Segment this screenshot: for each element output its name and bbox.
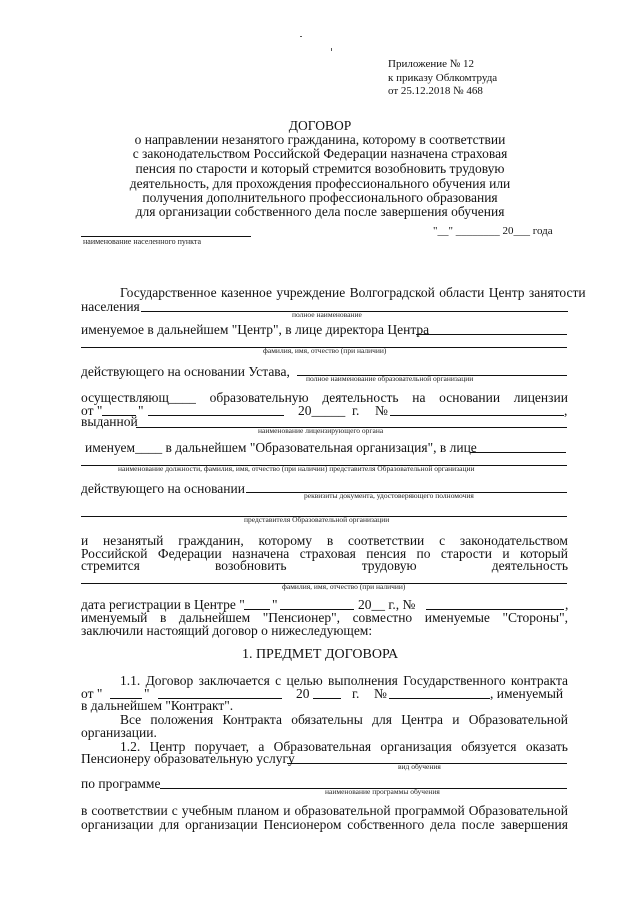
- word: назначена: [232, 546, 290, 561]
- body-text: 20: [296, 686, 310, 701]
- word: лицензии: [513, 390, 568, 405]
- word: Все: [120, 712, 142, 727]
- word: 1.1.: [120, 673, 141, 688]
- word: для: [159, 817, 180, 832]
- body-text: Пенсионеру образовательную услугу: [81, 751, 295, 766]
- word: в: [159, 610, 167, 625]
- word: законодательством: [459, 533, 568, 548]
- word: Пенсионером: [263, 817, 342, 832]
- word: организации: [81, 817, 154, 832]
- word: осуществляющ____: [81, 390, 196, 405]
- license-number-field[interactable]: [390, 415, 564, 416]
- word: "Стороны",: [502, 610, 568, 625]
- word: дальнейшем: [178, 610, 251, 625]
- word: соответствии: [91, 803, 168, 818]
- title-sub-line: деятельность, для прохождения профессионального обучения или: [129, 176, 511, 191]
- body-text: дата регистрации в Центре ": [81, 597, 245, 612]
- word: для: [372, 712, 392, 727]
- word: Контракта: [222, 712, 282, 727]
- body-text: 20__ г., №: [358, 597, 416, 612]
- field-caption: полное наименование: [292, 310, 362, 319]
- body-text: именуемое в дальнейшем "Центр", в лице директора Центра: [81, 322, 430, 337]
- word: деятельность: [491, 558, 568, 573]
- body-text: г.: [352, 686, 360, 701]
- body-text: именуем____ в дальнейшем "Образовательная организация", в лице: [85, 440, 477, 455]
- word: и: [283, 803, 291, 818]
- word: собственного: [347, 817, 425, 832]
- word: совместно: [352, 610, 413, 625]
- word: который: [519, 546, 568, 561]
- word: выполнения: [328, 673, 398, 688]
- word: с: [439, 533, 446, 548]
- appendix-line-3: от 25.12.2018 № 468: [388, 85, 483, 97]
- word: в: [326, 533, 334, 548]
- word: деятельность: [322, 390, 399, 405]
- field-caption: наименование лицензирующего органа: [258, 426, 384, 435]
- field-caption: вид обучения: [398, 762, 441, 771]
- section-heading: 1. ПРЕДМЕТ ДОГОВОРА: [241, 647, 399, 662]
- word: Договор: [145, 673, 194, 688]
- word: учебным: [181, 803, 233, 818]
- word: дела: [430, 817, 456, 832]
- word: по: [416, 546, 431, 561]
- field-caption: реквизиты документа, удостоверяющего полномочия: [304, 491, 474, 500]
- word: гражданин,: [178, 533, 244, 548]
- body-text: ": [144, 686, 150, 701]
- word: Российской: [81, 546, 148, 561]
- title-sub-line: пенсия по старости и который стремится возобновить трудовую: [135, 161, 505, 176]
- word: и: [502, 546, 510, 561]
- title-sub-line: с законодательством Российской Федерации назначена страховая: [132, 146, 508, 161]
- contract-year-field[interactable]: [313, 698, 341, 699]
- contract-number-field[interactable]: [389, 698, 490, 699]
- field-caption: наименование программы обучения: [325, 787, 440, 796]
- date-field[interactable]: "__" ________ 20___ года: [433, 225, 553, 237]
- word: на: [412, 390, 426, 405]
- body-text-justified: [81, 817, 568, 832]
- word: целью: [286, 673, 323, 688]
- word: после: [461, 817, 495, 832]
- body-text: 20_____: [298, 403, 346, 418]
- body-text: ": [138, 403, 144, 418]
- body-text: населения: [81, 299, 140, 314]
- word: Образовательная: [273, 739, 372, 754]
- field-caption: фамилия, имя, отчество (при наличии): [282, 582, 406, 591]
- field-caption: представителя Образовательной организации: [244, 515, 390, 524]
- body-text: от ": [81, 403, 103, 418]
- word: образовательной: [294, 803, 391, 818]
- body-text: заключили настоящий договор о нижеследующем:: [81, 623, 373, 638]
- word: Образовательной: [468, 712, 568, 727]
- word: возобновить: [215, 558, 287, 573]
- field-caption: наименование должности, фамилия, имя, отчество (при наличии) представителя Образовательной организации: [118, 464, 475, 473]
- word: программой: [394, 803, 465, 818]
- field-caption: полное наименование образовательной организации: [306, 374, 474, 383]
- body-text: №: [375, 403, 388, 418]
- word: а: [258, 739, 265, 754]
- word: именуемый: [81, 610, 148, 625]
- word: Центра: [401, 712, 443, 727]
- body-text: действующего на основании: [81, 481, 245, 496]
- word: поручает,: [194, 739, 249, 754]
- word: обязательны: [291, 712, 363, 727]
- word: положения: [150, 712, 214, 727]
- body-text: от ": [81, 686, 103, 701]
- document-page: Приложение № 12 к приказу Облкомтруда от 25.12.2018 № 468 ДОГОВОР о направлении незанятого гражданина, которому в соответствии с законодательством Российской Федерации назначена страховая пенсия по старости и который стремится возобновить трудовую деятельность, для прохождения профессионального обучения или получения дополнительного профессионального образования для организации собственного дела после завершения обучения наименование населенного пункта "__" ________ 20___ года Государственное казенное учреждение Волгоградской области Центр занятости населения полное наименование именуемое в дальнейшем "Центр", в лице директора Центра фамилия, имя, отчество (при наличии) действующего на основании Устава, полное наименование образовательной организации осуществляющ____ образовательную деятельность на основании лицензии от " " 20_____ г. № , выданной наименование лицензирующего органа именуем____ в дальнейшем "Образовательная организация", в лице наименование должности, фамилия, имя, отчество (при наличии) представителя Образовательной организации действующего на основании реквизиты документа, удостоверяющего полномочия представителя Образовательной организации и незанятый гражданин, которому в соответствии с законодательством Российской Федерации назначена страховая пенсия по старости и который стремится возобновить трудовую деятельность фамилия, имя, отчество (при наличии) дата регистрации в Центре " " 20__ г., № , именуемый в дальнейшем "Пенсионер", совместно именуемые "Стороны", заключили настоящий договор о нижеследующем: 1. ПРЕДМЕТ ДОГОВОРА 1.1. Договор заключается с целью выполнения Государственного контракта от " " 20 г. № , именуемый в дальнейшем "Контракт". Все положения Контракта обязательны для Центра и Образовательной организации. 1.2. Центр поручает, а Образовательная организация обязуется оказать Пенсионеру образовательную услугу вид обучения по программе наименование программы обучения в соответствии с учебным планом и образовательной программой Образовательной организации для организации Пенсионером собственного дела после завершения: [0, 0, 640, 905]
- appendix-line-2: к приказу Облкомтруда: [388, 72, 498, 84]
- word: Образовательной: [468, 803, 568, 818]
- document-title: ДОГОВОР: [288, 118, 352, 133]
- word: соответствии: [348, 533, 425, 548]
- license-month-field[interactable]: [148, 415, 284, 416]
- word: обязуется: [461, 739, 517, 754]
- word: контракта: [510, 673, 568, 688]
- word: незанятый: [103, 533, 164, 548]
- word: стремится: [81, 558, 140, 573]
- word: и: [452, 712, 460, 727]
- director-field[interactable]: [416, 334, 567, 335]
- body-text-justified: [120, 712, 568, 727]
- word: заключается: [198, 673, 270, 688]
- word: организация: [380, 739, 452, 754]
- word: образовательную: [209, 390, 309, 405]
- word: 1.2.: [120, 739, 141, 754]
- title-sub-line: получения дополнительного профессионального образования: [142, 190, 498, 205]
- word: с: [171, 803, 178, 818]
- body-text: г.: [352, 403, 360, 418]
- scan-speck: [300, 36, 302, 37]
- word: завершения: [500, 817, 568, 832]
- word: именуемые: [424, 610, 490, 625]
- body-text: Государственное казенное учреждение Волгоградской области Центр занятости: [120, 285, 586, 300]
- rep-field[interactable]: [470, 452, 566, 453]
- body-text: , именуемый: [490, 686, 564, 701]
- word: основании: [439, 390, 501, 405]
- body-text: в дальнейшем "Контракт".: [81, 698, 234, 713]
- field-caption: фамилия, имя, отчество (при наличии): [263, 346, 387, 355]
- word: с: [275, 673, 282, 688]
- word: организации: [185, 817, 258, 832]
- word: пенсия: [366, 546, 407, 561]
- body-text: действующего на основании Устава,: [81, 364, 290, 379]
- word: планом: [236, 803, 280, 818]
- word: трудовую: [361, 558, 417, 573]
- body-text: №: [374, 686, 387, 701]
- body-text: организации.: [81, 725, 157, 740]
- body-text: выданной: [81, 414, 138, 429]
- appendix-line-1: Приложение № 12: [388, 58, 475, 70]
- word: Центр: [149, 739, 186, 754]
- body-text: по программе: [81, 776, 161, 791]
- word: страховая: [299, 546, 356, 561]
- word: "Пенсионер",: [262, 610, 340, 625]
- word: в: [81, 803, 88, 818]
- word: которому: [258, 533, 312, 548]
- word: и: [81, 533, 89, 548]
- place-caption: наименование населенного пункта: [83, 237, 202, 246]
- word: старости: [440, 546, 492, 561]
- word: Государственного: [403, 673, 506, 688]
- body-text-justified: [81, 558, 568, 573]
- title-sub-line: для организации собственного дела после завершения обучения: [135, 204, 505, 219]
- body-text-justified: [81, 803, 568, 818]
- word: Федерации: [157, 546, 222, 561]
- word: оказать: [525, 739, 568, 754]
- scan-speck: [331, 48, 332, 51]
- title-sub-line: о направлении незанятого гражданина, которому в соответствии: [134, 132, 506, 147]
- body-text: ": [272, 597, 278, 612]
